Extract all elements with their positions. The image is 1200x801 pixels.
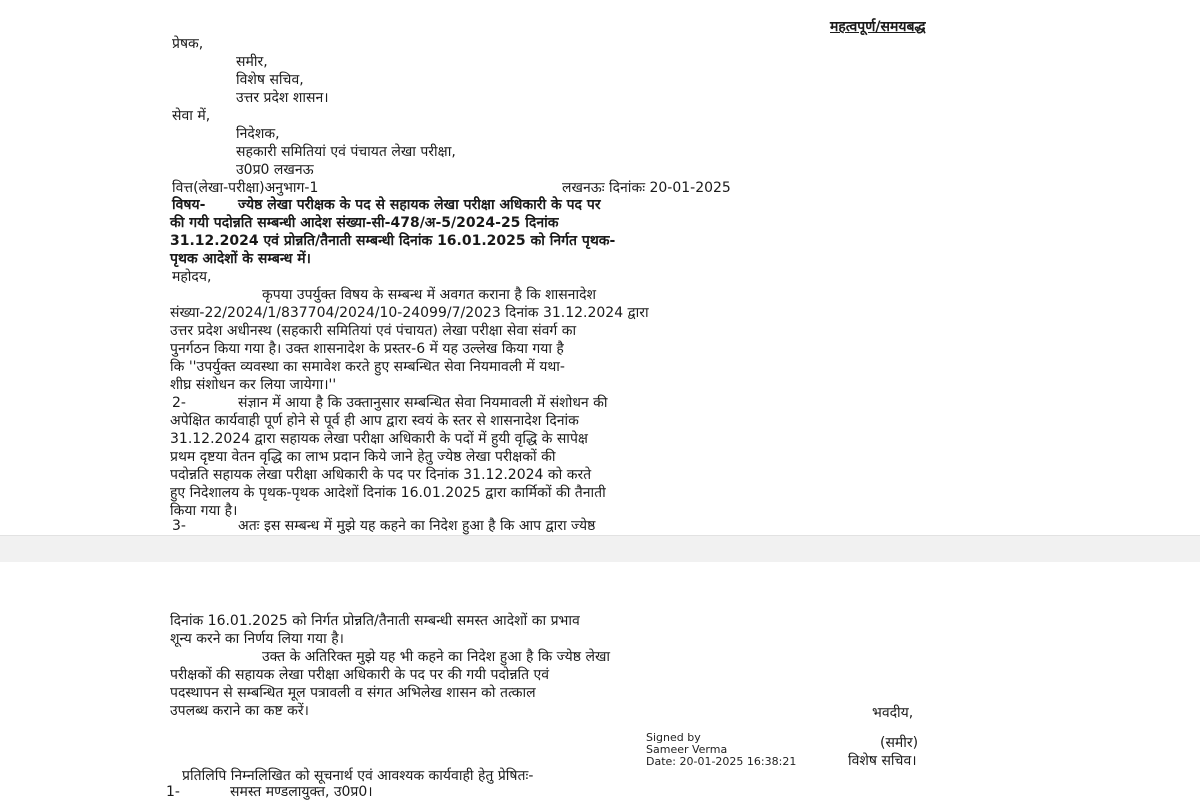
para4-line: पदस्थापन से सम्बन्धित मूल पत्रावली व संगत अभिलेख शासन को तत्काल (170, 685, 536, 701)
para2-number: 2- (172, 395, 186, 411)
para3-line: अतः इस सम्बन्ध में मुझे यह कहने का निदेश हुआ है कि आप द्वारा ज्येष्ठ (238, 518, 596, 534)
para4-line: उपलब्ध कराने का कष्ट करें। (170, 703, 309, 719)
digital-signature-line: Date: 20-01-2025 16:38:21 (646, 755, 797, 768)
para1-line: कृपया उपर्युक्त विषय के सम्बन्ध में अवगत कराना है कि शासनादेश (262, 287, 597, 303)
subject-line: पृथक आदेशों के सम्बन्ध में। (170, 251, 311, 267)
para2-line: अपेक्षित कार्यवाही पूर्ण होने से पूर्व ही आप द्वारा स्वयं के स्तर से शासनादेश दिनांक (170, 413, 579, 429)
para2-line: हुए निदेशालय के पृथक-पृथक आदेशों दिनांक 16.01.2025 द्वारा कार्मिकों की तैनाती (170, 485, 606, 501)
signatory-title: विशेष सचिव। (848, 753, 917, 769)
para2-line: प्रथम दृष्टया वेतन वृद्धि का लाभ प्रदान किये जाने हेतु ज्येष्ठ लेखा परीक्षकों की (170, 449, 556, 465)
para1-line: शीघ्र संशोधन कर लिया जायेगा।'' (170, 377, 337, 393)
letter-page-2 (0, 562, 1200, 800)
sender-designation: विशेष सचिव, (236, 72, 304, 88)
recipient-title: निदेशक, (236, 126, 280, 142)
recipient-office: सहकारी समितियां एवं पंचायत लेखा परीक्षा, (236, 144, 456, 160)
page-separator (0, 535, 1200, 563)
sender-office: उत्तर प्रदेश शासन। (236, 90, 329, 106)
subject-line: ज्येष्ठ लेखा परीक्षक के पद से सहायक लेखा परीक्षा अधिकारी के पद पर (238, 197, 601, 213)
para4-line: उक्त के अतिरिक्त मुझे यह भी कहने का निदेश हुआ है कि ज्येष्ठ लेखा (262, 649, 611, 665)
para1-line: पुनर्गठन किया गया है। उक्त शासनादेश के प्रस्तर-6 में यह उल्लेख किया गया है (170, 341, 564, 357)
copy-item: समस्त मण्डलायुक्त, उ0प्र0। (230, 784, 373, 800)
para2-line: पदोन्नति सहायक लेखा परीक्षा अधिकारी के पद पर दिनांक 31.12.2024 को करते (170, 467, 592, 483)
section-label: वित्त(लेखा-परीक्षा)अनुभाग-1 (172, 180, 319, 196)
para2-line: किया गया है। (170, 503, 238, 519)
para4-line: परीक्षकों की सहायक लेखा परीक्षा अधिकारी के पद पर की गयी पदोन्नति एवं (170, 667, 550, 683)
para1-line: कि ''उपर्युक्त व्यवस्था का समावेश करते हुए सम्बन्धित सेवा नियमावली में यथा- (170, 359, 565, 375)
signatory-name: (समीर) (880, 735, 919, 751)
sender-name: समीर, (236, 54, 268, 70)
digital-signature-line: Sameer Verma (646, 743, 728, 756)
copy-to-line: प्रतिलिपि निम्नलिखित को सूचनार्थ एवं आवश्यक कार्यवाही हेतु प्रेषितः- (182, 768, 534, 784)
priority-label: महत्वपूर्ण/समयबद्ध (830, 19, 926, 35)
para3-number: 3- (172, 518, 186, 534)
para2-line: 31.12.2024 द्वारा सहायक लेखा परीक्षा अधिकारी के पदों में हुयी वृद्धि के सापेक्ष (170, 431, 588, 447)
para3-continuation-line: शून्य करने का निर्णय लिया गया है। (170, 631, 344, 647)
subject-line: 31.12.2024 एवं प्रोन्नति/तैनाती सम्बन्धी दिनांक 16.01.2025 को निर्गत पृथक- (170, 233, 616, 249)
date-line: लखनऊः दिनांकः 20-01-2025 (562, 180, 731, 196)
recipient-city: उ0प्र0 लखनऊ (236, 162, 314, 178)
para1-line: उत्तर प्रदेश अधीनस्थ (सहकारी समितियां एवं पंचायत) लेखा परीक्षा सेवा संवर्ग का (170, 323, 577, 339)
salutation: महोदय, (172, 269, 212, 285)
to-label: सेवा में, (172, 108, 211, 124)
para1-line: संख्या-22/2024/1/837704/2024/10-24099/7/2023 दिनांक 31.12.2024 द्वारा (170, 305, 649, 321)
subject-line: की गयी पदोन्नति सम्बन्धी आदेश संख्या-सी-478/अ-5/2024-25 दिनांक (170, 215, 559, 231)
copy-item-number: 1- (166, 784, 180, 800)
subject-label: विषय- (172, 197, 206, 213)
para2-line: संज्ञान में आया है कि उक्तानुसार सम्बन्धित सेवा नियमावली में संशोधन की (238, 395, 608, 411)
para3-continuation-line: दिनांक 16.01.2025 को निर्गत प्रोन्नति/तैनाती सम्बन्धी समस्त आदेशों का प्रभाव (170, 613, 580, 629)
sender-label: प्रेषक, (172, 36, 204, 52)
closing: भवदीय, (872, 705, 914, 721)
digital-signature-line: Signed by (646, 731, 701, 744)
